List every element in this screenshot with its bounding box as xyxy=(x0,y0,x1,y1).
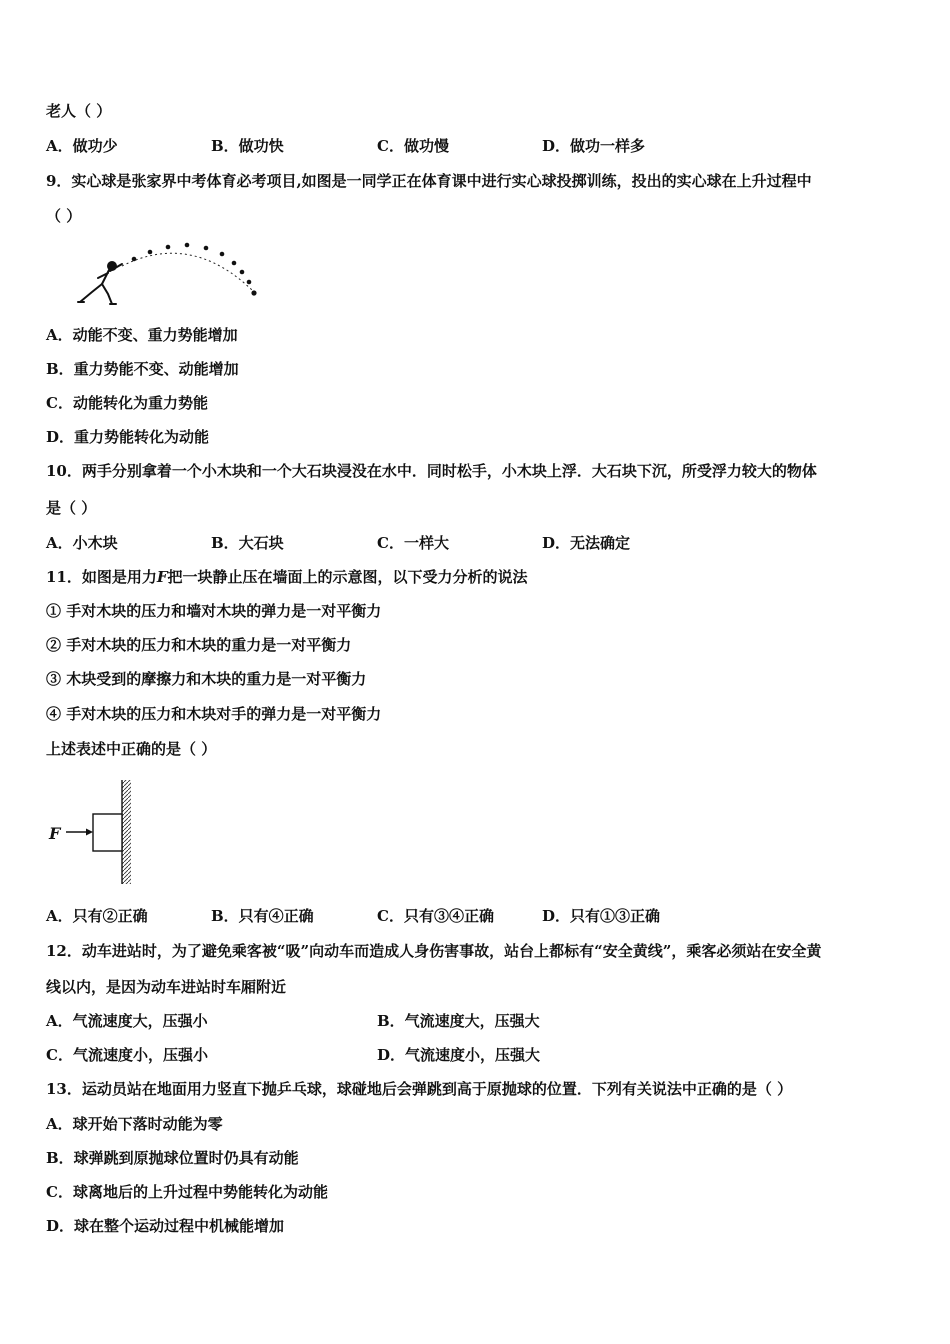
q10-option-b: B．大石块 xyxy=(211,534,284,552)
q8-option-b: B．做功快 xyxy=(211,137,284,155)
q8-option-a: A．做功少 xyxy=(46,137,118,155)
q13-stem: 13．运动员站在地面用力竖直下抛乒乓球，球碰地后会弹跳到高于原抛球的位置．下列有关说法中正确的是（ ） xyxy=(46,1080,793,1098)
q12-option-c: C．气流速度小，压强小 xyxy=(46,1046,208,1064)
q9-stem-line1: 9．实心球是张家界中考体育必考项目,如图是一同学正在体育课中进行实心球投掷训练，投出的实心球在上升过程中 xyxy=(46,172,812,190)
q8-stem-tail: 老人（ ） xyxy=(46,102,112,120)
q13-option-a: A．球开始下落时动能为零 xyxy=(46,1115,223,1133)
q9-stem-line2: （ ） xyxy=(46,207,82,225)
q11-option-b: B．只有④正确 xyxy=(211,907,314,925)
q11-statement-4: ④ 手对木块的压力和木块对手的弹力是一对平衡力 xyxy=(46,705,382,723)
q10-option-c: C．一样大 xyxy=(377,534,449,552)
q11-option-a: A．只有②正确 xyxy=(46,907,148,925)
q10-option-d: D．无法确定 xyxy=(542,534,631,552)
q10-option-a: A．小木块 xyxy=(46,534,118,552)
q8-option-c: C．做功慢 xyxy=(377,137,449,155)
q11-statement-3: ③ 木块受到的摩擦力和木块的重力是一对平衡力 xyxy=(46,670,367,688)
q13-option-c: C．球离地后的上升过程中势能转化为动能 xyxy=(46,1183,328,1201)
q9-option-a: A．动能不变、重力势能增加 xyxy=(46,326,238,344)
q11-statement-1: ① 手对木块的压力和墙对木块的弹力是一对平衡力 xyxy=(46,602,382,620)
q11-stem-post: 把一块静止压在墙面上的示意图，以下受力分析的说法 xyxy=(167,568,528,586)
q11-stem-pre: 11．如图是用力 xyxy=(46,568,157,586)
q12-option-b: B．气流速度大，压强大 xyxy=(377,1012,540,1030)
q11-option-d: D．只有①③正确 xyxy=(542,907,661,925)
q13-option-b: B．球弹跳到原抛球位置时仍具有动能 xyxy=(46,1149,299,1167)
q11-question: 上述表述中正确的是（ ） xyxy=(46,740,217,758)
q11-stem xyxy=(46,567,528,587)
q9-option-d: D．重力势能转化为动能 xyxy=(46,428,210,446)
q10-stem-line2: 是（ ） xyxy=(46,499,97,517)
q11-stem-var: F xyxy=(156,568,168,586)
q9-option-c: C．动能转化为重力势能 xyxy=(46,394,208,412)
q8-option-d: D．做功一样多 xyxy=(542,137,646,155)
q12-stem-line1: 12．动车进站时，为了避免乘客被“吸”向动车而造成人身伤害事故，站台上都标有“安全黄线”，乘客必须站在安全黄 xyxy=(46,942,822,960)
force-label: F xyxy=(49,824,61,843)
q10-stem-line1: 10．两手分别拿着一个小木块和一个大石块浸没在水中．同时松手，小木块上浮．大石块下沉，所受浮力较大的物体 xyxy=(46,462,817,480)
q13-option-d: D．球在整个运动过程中机械能增加 xyxy=(46,1217,285,1235)
q11-option-c: C．只有③④正确 xyxy=(377,907,494,925)
q9-option-b: B．重力势能不变、动能增加 xyxy=(46,360,239,378)
q11-statement-2: ② 手对木块的压力和木块的重力是一对平衡力 xyxy=(46,636,352,654)
q12-stem-line2: 线以内，是因为动车进站时车厢附近 xyxy=(46,978,287,996)
wall-block-figure xyxy=(44,778,140,888)
q12-option-a: A．气流速度大，压强小 xyxy=(46,1012,208,1030)
q12-option-d: D．气流速度小，压强大 xyxy=(377,1046,541,1064)
shot-put-figure xyxy=(72,236,267,308)
